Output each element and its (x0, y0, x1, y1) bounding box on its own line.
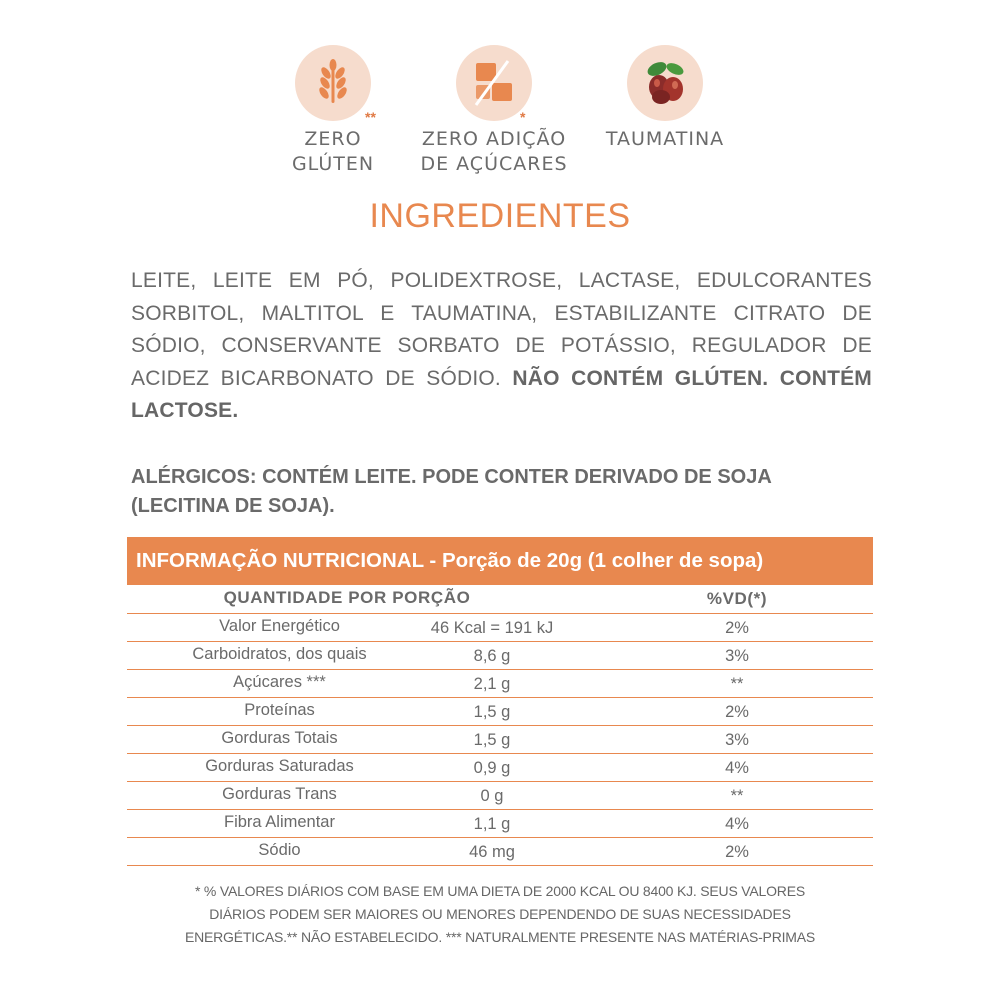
sugar-cube-icon (456, 45, 532, 125)
ingredients-text: LEITE, LEITE EM PÓ, POLIDEXTROSE, LACTASE, EDULCORANTES SORBITOL, MALTITOL E TAUMATINA, ESTABILIZANTE CITRATO DE SÓDIO, CONSERVANTE SORBATO DE POTÁSSIO, REGULADOR DE ACIDEZ BICARBONATO DE SÓDIO. NÃO CONTÉM GLÚTEN. CONTÉM LACTOSE. (131, 269, 872, 422)
badge-label: ZERO ADIÇÃO DE AÇÚCARES (420, 128, 568, 175)
table-header-row (127, 585, 873, 614)
badge-zero-sugar (394, 45, 594, 177)
badge-label: ZERO GLÚTEN (291, 128, 375, 175)
badge-mark: ** (365, 109, 376, 125)
badge-label: TAUMATINA (605, 128, 725, 150)
nutrition-header: INFORMAÇÃO NUTRICIONAL - Porção de 20g (1 colher de sopa) (127, 537, 873, 585)
feature-badges (0, 45, 1000, 185)
table-row: Gorduras Trans 0 g ** (127, 782, 873, 810)
column-header-quantity: QUANTIDADE POR PORÇÃO (223, 588, 471, 607)
section-title-ingredients: INGREDIENTES (369, 197, 631, 235)
table-row: Proteínas 1,5 g 2% (127, 698, 873, 726)
footnote: * % VALORES DIÁRIOS COM BASE EM UMA DIETA DE 2000 KCAL OU 8400 KJ. SEUS VALORES DIÁRIOS PODEM SER MAIORES OU MENORES DEPENDENDO DE SUAS NECESSIDADES ENERGÉTICAS.** NÃO ESTABELECIDO. *** NATURALMENTE PRESENTE NAS MATÉRIAS-PRIMAS (184, 883, 816, 945)
nutrition-table (127, 585, 873, 866)
ingredients-warning: NÃO CONTÉM GLÚTEN. CONTÉM LACTOSE. (131, 366, 872, 422)
table-row: Valor Energético 46 Kcal = 191 kJ 2% (127, 614, 873, 642)
table-row: Sódio 46 mg 2% (127, 838, 873, 866)
table-row: Gorduras Saturadas 0,9 g 4% (127, 754, 873, 782)
table-row: Açúcares *** 2,1 g ** (127, 670, 873, 698)
table-row: Fibra Alimentar 1,1 g 4% (127, 810, 873, 838)
badge-mark: * (520, 109, 526, 125)
badge-taumatina (565, 45, 765, 152)
wheat-icon (295, 45, 376, 125)
column-header-vd: %VD(*) (706, 589, 768, 608)
fruit-icon (627, 45, 703, 121)
table-row: Carboidratos, dos quais 8,6 g 3% (127, 642, 873, 670)
allergens-text: ALÉRGICOS: CONTÉM LEITE. PODE CONTER DERIVADO DE SOJA (LECITINA DE SOJA). (131, 466, 772, 517)
table-row: Gorduras Totais 1,5 g 3% (127, 726, 873, 754)
